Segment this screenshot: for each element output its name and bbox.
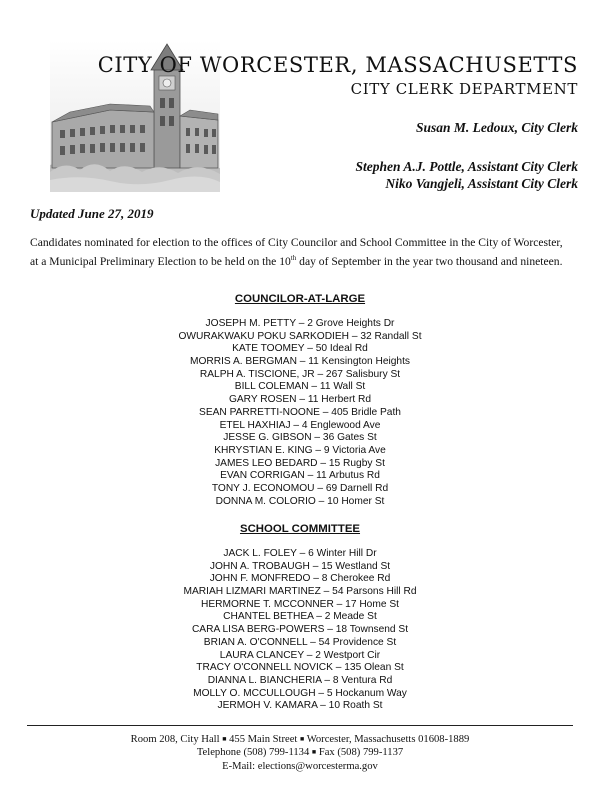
candidate-item: MARIAH LIZMARI MARTINEZ – 54 Parsons Hill Rd [183, 586, 417, 598]
candidate-item: BILL COLEMAN – 11 Wall St [234, 381, 366, 393]
candidate-item: EVAN CORRIGAN – 11 Arbutus Rd [220, 470, 380, 482]
candidate-item: KATE TOOMEY – 50 Ideal Rd [232, 343, 368, 355]
school-committee-candidate-list [0, 548, 600, 713]
candidate-item: TRACY O'CONNELL NOVICK – 135 Olean St [196, 662, 404, 674]
intro-superscript: th [290, 253, 297, 262]
school-committee-heading: SCHOOL COMMITTEE [239, 523, 361, 535]
updated-date: Updated June 27, 2019 [30, 206, 154, 221]
candidate-item: RALPH A. TISCIONE, JR – 267 Salisbury St [199, 368, 401, 380]
candidate-item: KHRYSTIAN E. KING – 9 Victoria Ave [214, 444, 386, 456]
candidate-item: BRIAN A. O'CONNELL – 54 Providence St [203, 636, 397, 648]
candidate-item: JOSEPH M. PETTY – 2 Grove Heights Dr [205, 318, 395, 329]
footer-city: Worcester, Massachusetts 01608-1889 [306, 734, 470, 745]
candidate-item: DONNA M. COLORIO – 10 Homer St [215, 495, 385, 507]
candidate-item: JOHN A. TROBAUGH – 15 Westland St [209, 560, 391, 572]
city-title: CITY OF WORCESTER, MASSACHUSETTS [97, 53, 578, 77]
candidate-item: OWURAKWAKU POKU SARKODIEH – 32 Randall St [178, 330, 422, 342]
separator-square-icon: ■ [222, 735, 227, 743]
candidate-item: JESSE G. GIBSON – 36 Gates St [223, 432, 377, 444]
candidate-item: MOLLY O. MCCULLOUGH – 5 Hockanum Way [193, 687, 407, 699]
candidate-item: GARY ROSEN – 11 Herbert Rd [228, 394, 372, 406]
intro-text: Candidates nominated for election to the offices of City Councilor and School Committee in the City of Worcester, at a Municipal Preliminary Election to be held on the 10 [30, 236, 563, 268]
candidate-item: JOHN F. MONFREDO – 8 Cherokee Rd [209, 573, 391, 585]
candidate-item: CHANTEL BETHEA – 2 Meade St [223, 611, 377, 623]
footer-email[interactable]: E-Mail: elections@worcesterma.gov [222, 760, 378, 772]
candidate-item: LAURA CLANCEY – 2 Westport Cir [219, 649, 381, 661]
candidate-item: SEAN PARRETTI-NOONE – 405 Bridle Path [199, 406, 401, 418]
intro-text-end: day of September in the year two thousand and nineteen. [296, 254, 563, 268]
assistant-clerk-name: Niko Vangjeli, Assistant City Clerk [385, 176, 578, 191]
candidate-item: ETEL HAXHIAJ – 4 Englewood Ave [219, 419, 381, 431]
candidate-item: HERMORNE T. MCCONNER – 17 Home St [201, 598, 399, 610]
assistant-clerk-name: Stephen A.J. Pottle, Assistant City Clerk [355, 159, 578, 174]
city-clerk-name: Susan M. Ledoux, City Clerk [415, 120, 578, 135]
candidate-item: MORRIS A. BERGMAN – 11 Kensington Heights [189, 356, 411, 368]
intro-paragraph [30, 236, 570, 269]
candidate-item: CARA LISA BERG-POWERS – 18 Townsend St [191, 624, 409, 636]
footer-room: Room 208, City Hall [130, 734, 220, 745]
footer-fax: Fax (508) 799-1137 [318, 747, 404, 759]
footer [0, 733, 600, 773]
footer-street: 455 Main Street [229, 734, 298, 745]
candidate-item: JAMES LEO BEDARD – 15 Rugby St [215, 457, 385, 469]
footer-divider [27, 725, 573, 726]
department-title: CITY CLERK DEPARTMENT [350, 80, 578, 98]
footer-telephone: Telephone (508) 799-1134 [196, 747, 310, 759]
candidate-item: JACK L. FOLEY – 6 Winter Hill Dr [223, 548, 377, 559]
footer-address [0, 733, 600, 746]
councilor-heading: COUNCILOR-AT-LARGE [234, 293, 366, 305]
councilor-candidate-list [0, 318, 600, 508]
separator-square-icon: ■ [300, 735, 305, 743]
candidate-item: DIANNA L. BIANCHERIA – 8 Ventura Rd [207, 674, 393, 686]
candidate-item: JERMOH V. KAMARA – 10 Roath St [217, 700, 383, 712]
separator-square-icon: ■ [311, 748, 317, 757]
candidate-item: TONY J. ECONOMOU – 69 Darnell Rd [211, 482, 389, 494]
footer-phone [0, 746, 600, 759]
